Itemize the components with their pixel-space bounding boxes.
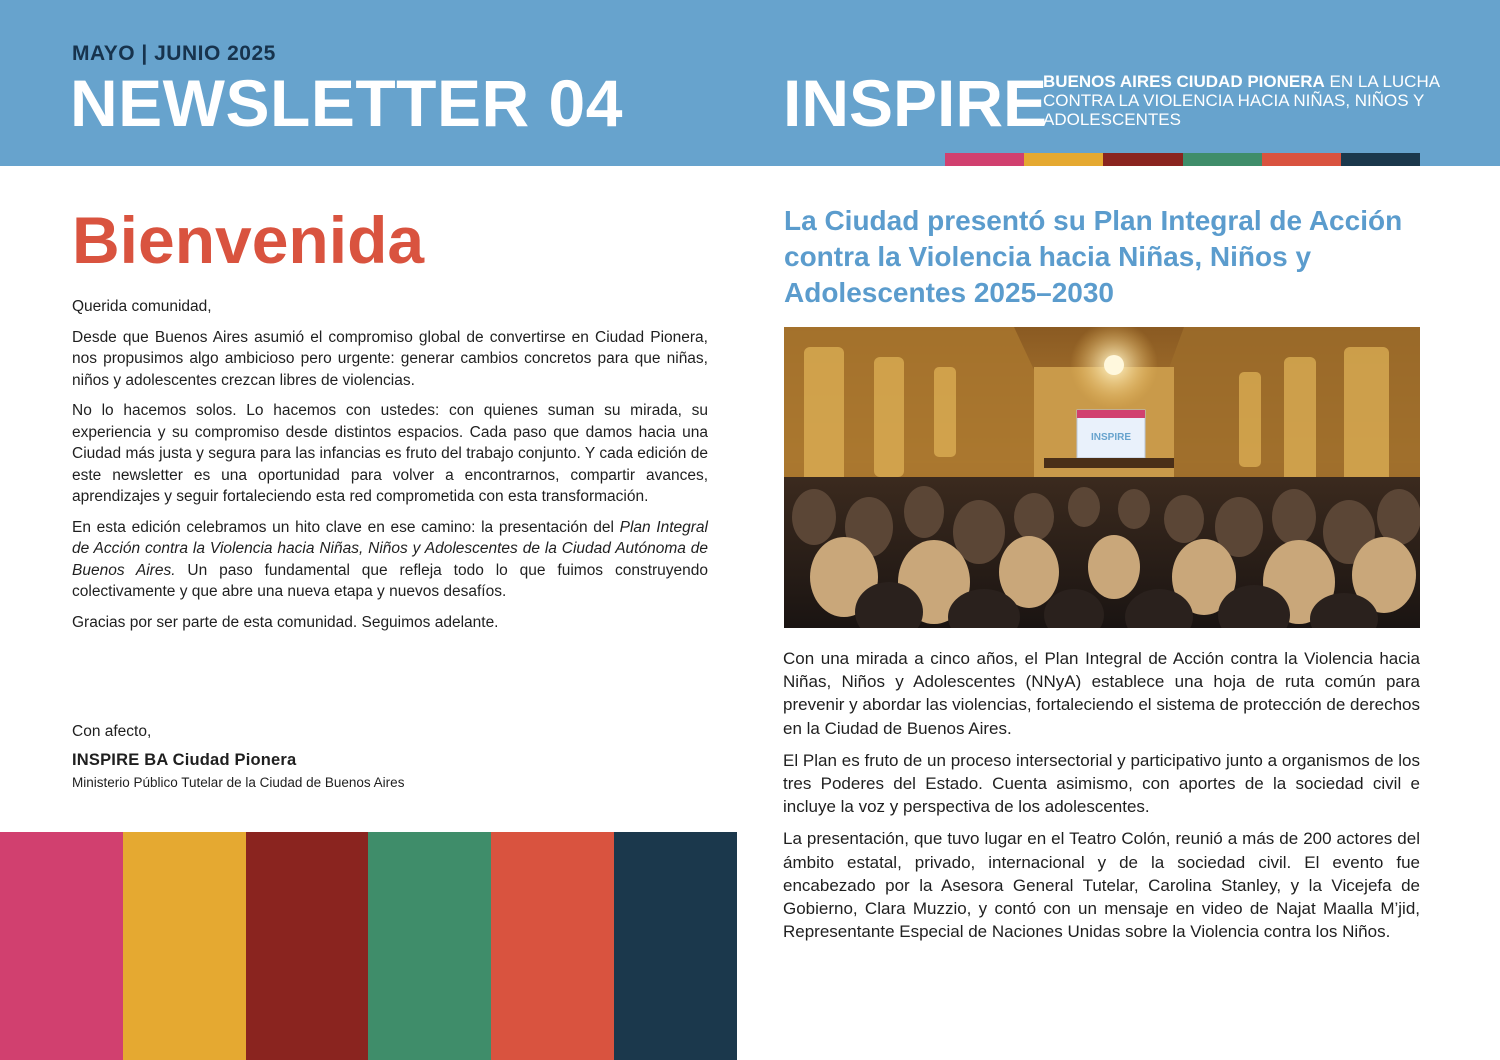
article-body [783, 647, 1420, 952]
issue-date: MAYO | JUNIO 2025 [72, 42, 276, 65]
signature-block [72, 722, 708, 790]
color-swatch [1262, 153, 1341, 166]
footer-color-blocks [0, 832, 737, 1060]
color-swatch [1341, 153, 1420, 166]
brand-logo-text: INSPIRE [783, 66, 1048, 140]
article-paragraph: El Plan es fruto de un proceso intersectorial y participativo junto a organismos de los tres Poderes del Estado. Cuenta asimismo, con aportes de la sociedad civil e incluye la voz y perspectiva de los adolescentes. [783, 750, 1420, 817]
tagline-bold: BUENOS AIRES CIUDAD PIONERA [1043, 72, 1325, 91]
screen-inspire-text: INSPIRE [1090, 432, 1132, 443]
color-block [123, 832, 246, 1060]
color-block [246, 832, 369, 1060]
letter-greeting: Querida comunidad, [72, 298, 212, 315]
closing-line: Con afecto, [72, 723, 152, 740]
newsletter-title: NEWSLETTER 04 [70, 66, 623, 140]
color-swatch [945, 153, 1024, 166]
color-block [614, 832, 737, 1060]
event-photo [784, 327, 1420, 628]
event-photo-illustration [784, 327, 1420, 628]
letter-paragraph [72, 517, 708, 603]
color-block [0, 832, 123, 1060]
tagline-rest: EN LA LUCHA CONTRA LA VIOLENCIA HACIA NIÑAS, NIÑOS Y ADOLESCENTES [1043, 72, 1440, 129]
letter-paragraph: No lo hacemos solos. Lo hacemos con ustedes: con quienes suman su mirada, su experiencia y su compromiso desde distintos espacios. Cada paso que damos hacia una Ciudad más justa y segura para las infancias es fruto del trabajo conjunto. Y cada edición de este newsletter es una oportunidad para volver a encontrarnos, compartir avances, aprendizajes y seguir fortaleciendo esta red comprometida con esta transformación. [72, 402, 708, 505]
signature-name: INSPIRE BA Ciudad Pionera [72, 751, 297, 769]
article-paragraph: La presentación, que tuvo lugar en el Teatro Colón, reunió a más de 200 actores del ámbito estatal, privado, internacional y de la sociedad civil. El evento fue encabezado por la Asesora General Tutelar, Carolina Stanley, y la Vicejefa de Gobierno, Clara Muzzio, y contó con un mensaje en video de Najat Maalla M’jid, Representante Especial de Naciones Unidas sobre la Violencia contra los Niños. [783, 829, 1420, 942]
brand-tagline [1043, 72, 1463, 129]
letter-paragraph: Gracias por ser parte de esta comunidad. Seguimos adelante. [72, 613, 499, 631]
signature-ministry: Ministerio Público Tutelar de la Ciudad de Buenos Aires [72, 775, 405, 790]
plan-name-italic: Plan Integral de Acción contra la Violencia hacia Niñas, Niños y Adolescentes de la Ciudad Autónoma de Buenos Aires. [72, 518, 708, 579]
letter-text: Un paso fundamental que refleja todo lo que fuimos construyendo colectivamente y que abre una nueva etapa y nuevos desafíos. [72, 561, 709, 600]
header-band [0, 0, 1500, 166]
article-paragraph: Con una mirada a cinco años, el Plan Integral de Acción contra la Violencia hacia Niñas, Niños y Adolescentes (NNyA) establece una hoja de ruta común para prevenir y abordar las violencias, fortaleciendo el sistema de protección de derechos en la Ciudad de Buenos Aires. [783, 649, 1420, 738]
color-swatch [1103, 153, 1182, 166]
welcome-letter [72, 296, 708, 642]
color-block [491, 832, 614, 1060]
color-swatch [1024, 153, 1103, 166]
header-color-strip [945, 153, 1420, 166]
letter-text: En esta edición celebramos un hito clave en ese camino: la presentación del [72, 518, 620, 536]
letter-paragraph: Desde que Buenos Aires asumió el compromiso global de convertirse en Ciudad Pionera, nos propusimos algo ambicioso pero urgente: generar cambios concretos para que niñas, niños y adolescentes crezcan libres de violencias. [72, 328, 708, 389]
welcome-title: Bienvenida [72, 203, 425, 277]
color-swatch [1183, 153, 1262, 166]
color-block [368, 832, 491, 1060]
article-title: La Ciudad presentó su Plan Integral de Acción contra la Violencia hacia Niñas, Niños y Adolescentes 2025–2030 [784, 205, 1403, 308]
